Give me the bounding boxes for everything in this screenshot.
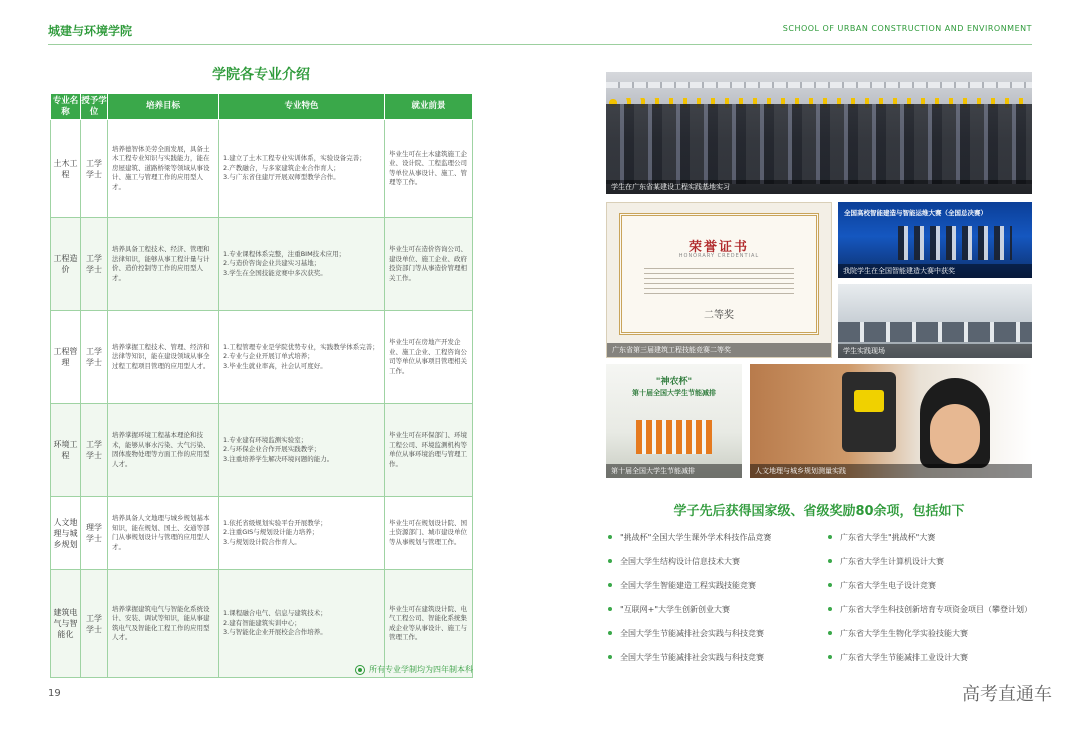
award-text: "挑战杯"全国大学生课外学术科技作品竞赛 bbox=[620, 532, 772, 542]
award-text: 全国大学生节能减排社会实践与科技竞赛 bbox=[620, 652, 764, 662]
bullet-icon bbox=[828, 559, 832, 563]
photo-honor-certificate bbox=[606, 202, 832, 358]
majors-table bbox=[50, 93, 473, 678]
major-goal: 培养掌握建筑电气与智能化系统设计、安装、调试等知识，能从事建筑电气及智能化工程工作的应用型人才。 bbox=[108, 570, 219, 678]
bullet-icon bbox=[608, 655, 612, 659]
list-item bbox=[828, 650, 1032, 664]
major-feature: 1.依托省级规划实验平台开展教学； 2.注重GIS与规划设计能力培养； 3.与规划设计院合作育人。 bbox=[219, 497, 385, 570]
list-item bbox=[608, 578, 828, 592]
bullet-circle-icon bbox=[355, 665, 365, 675]
header-training-goal: 培养目标 bbox=[108, 94, 219, 120]
major-degree: 理学学士 bbox=[81, 497, 108, 570]
major-degree: 工学学士 bbox=[81, 311, 108, 404]
surveying-instrument-icon bbox=[842, 372, 896, 452]
photo-surveying-practice bbox=[750, 364, 1032, 478]
table-footnote bbox=[355, 664, 473, 675]
bullet-icon bbox=[608, 535, 612, 539]
awards-title: 学子先后获得国家级、省级奖励80余项，包括如下 bbox=[673, 504, 965, 519]
major-career: 毕业生可在规划设计院、国土资源部门、城市建设单位等从事规划与管理工作。 bbox=[385, 497, 473, 570]
bullet-icon bbox=[828, 655, 832, 659]
award-text: 广东省大学生节能减排工业设计大赛 bbox=[840, 652, 968, 662]
bullet-icon bbox=[608, 559, 612, 563]
major-feature: 1.专业课程体系完整，注重BIM技术应用； 2.与造价咨询企业共建实习基地； 3.学生在全国技能竞赛中多次获奖。 bbox=[219, 218, 385, 311]
bullet-icon bbox=[828, 535, 832, 539]
bullet-icon bbox=[608, 607, 612, 611]
award-text: 广东省大学生"挑战杯"大赛 bbox=[840, 532, 936, 542]
list-item bbox=[828, 626, 1032, 640]
page-number: 19 bbox=[48, 688, 61, 699]
stage-banner-text: 全国高校智能建造与智能运维大赛（全国总决赛） bbox=[844, 209, 987, 217]
major-career: 毕业生可在建筑设计院、电气工程公司、智能化系统集成企业等从事设计、施工与管理工作。 bbox=[385, 570, 473, 678]
table-row bbox=[51, 311, 473, 404]
major-goal: 培养掌握环境工程基本理论和技术，能够从事水污染、大气污染、固体废物处理等方面工作的应用型人才。 bbox=[108, 404, 219, 497]
table-header-row bbox=[51, 94, 473, 120]
bullet-icon bbox=[608, 631, 612, 635]
major-career: 毕业生可在造价咨询公司、建设单位、施工企业、政府投资部门等从事造价管理相关工作。 bbox=[385, 218, 473, 311]
bullet-icon bbox=[828, 631, 832, 635]
table-row bbox=[51, 404, 473, 497]
photo-caption: 我院学生在全国智能建造大赛中获奖 bbox=[838, 264, 1032, 278]
photo-caption: 学生在广东省某建设工程实践基地实习 bbox=[606, 180, 1032, 194]
table-row bbox=[51, 570, 473, 678]
header-career-prospect: 就业前景 bbox=[385, 94, 473, 120]
table-row bbox=[51, 497, 473, 570]
contest-name: "神农杯" bbox=[655, 377, 693, 387]
major-goal: 培养掌握工程技术、管理、经济和法律等知识，能在建设领域从事全过程工程项目管理的应用型人才。 bbox=[108, 311, 219, 404]
list-item bbox=[608, 602, 828, 616]
major-degree: 工学学士 bbox=[81, 570, 108, 678]
school-title: 城建与环境学院 bbox=[48, 24, 133, 38]
major-name: 工程管理 bbox=[51, 311, 81, 404]
certificate-subtitle: HONORARY CREDENTIAL bbox=[678, 253, 760, 259]
header-major-feature: 专业特色 bbox=[219, 94, 385, 120]
major-name: 建筑电气与智能化 bbox=[51, 570, 81, 678]
header-major-name: 专业名称 bbox=[51, 94, 81, 120]
photo-energy-saving-contest bbox=[606, 364, 742, 478]
photo-student-practice bbox=[838, 284, 1032, 358]
major-feature: 1.建立了土木工程专业实训体系，实验设备完善； 2.产教融合，与多家建筑企业合作育人； 3.与广东省住建厅开展双师型教学合作。 bbox=[219, 120, 385, 218]
list-item bbox=[608, 530, 828, 544]
awards-list bbox=[608, 530, 1032, 664]
major-feature: 1.工程管理专业是学院优势专业，实践教学体系完善； 2.专业与企业开展订单式培养； 3.毕业生就业率高，社会认可度好。 bbox=[219, 311, 385, 404]
list-item bbox=[608, 554, 828, 568]
certificate-frame bbox=[619, 213, 819, 335]
certificate-title: 荣誉证书 bbox=[688, 240, 749, 255]
bullet-icon bbox=[828, 583, 832, 587]
award-text: 广东省大学生计算机设计大赛 bbox=[840, 556, 944, 566]
award-text: "互联网+"大学生创新创业大赛 bbox=[620, 604, 731, 614]
major-name: 环境工程 bbox=[51, 404, 81, 497]
list-item bbox=[608, 626, 828, 640]
major-degree: 工学学士 bbox=[81, 404, 108, 497]
watermark: 高考直通车 bbox=[962, 684, 1052, 705]
major-career: 毕业生可在房地产开发企业、施工企业、工程咨询公司等单位从事项目管理相关工作。 bbox=[385, 311, 473, 404]
bullet-icon bbox=[608, 583, 612, 587]
certificate-award: 二等奖 bbox=[704, 310, 734, 321]
major-career: 毕业生可在土木建筑施工企业、设计院、工程监理公司等单位从事设计、施工、管理等工作。 bbox=[385, 120, 473, 218]
photo-caption: 人文地理与城乡规划测量实践 bbox=[750, 464, 1032, 478]
photo-caption: 学生实践现场 bbox=[838, 344, 1032, 358]
major-career: 毕业生可在环保部门、环境工程公司、环境监测机构等单位从事环境治理与管理工作。 bbox=[385, 404, 473, 497]
award-text: 全国大学生智能建造工程实践技能竞赛 bbox=[620, 580, 756, 590]
table-row bbox=[51, 120, 473, 218]
award-text: 广东省大学生科技创新培育专项资金项目（攀登计划） bbox=[840, 604, 1032, 614]
school-english-title: SCHOOL OF URBAN CONSTRUCTION AND ENVIRONMENT bbox=[782, 24, 1032, 33]
major-name: 人文地理与城乡规划 bbox=[51, 497, 81, 570]
table-row bbox=[51, 218, 473, 311]
footnote-text: 所有专业学制均为四年制本科 bbox=[369, 665, 473, 674]
contest-title: 第十届全国大学生节能减排 bbox=[632, 389, 716, 397]
photo-construction-site-group bbox=[606, 72, 1032, 194]
major-feature: 1.课程融合电气、信息与建筑技术； 2.建有智能建筑实训中心； 3.与智能化企业开展校企合作培养。 bbox=[219, 570, 385, 678]
photo-caption: 第十届全国大学生节能减排 bbox=[606, 464, 742, 478]
major-feature: 1.专业建有环境监测实验室； 2.与环保企业合作开展实践教学； 3.注重培养学生解决环境问题的能力。 bbox=[219, 404, 385, 497]
bullet-icon bbox=[828, 607, 832, 611]
header-divider bbox=[48, 44, 1032, 45]
header-degree: 授予学位 bbox=[81, 94, 108, 120]
list-item bbox=[828, 578, 1032, 592]
award-text: 广东省大学生生物化学实验技能大赛 bbox=[840, 628, 968, 638]
list-item bbox=[828, 554, 1032, 568]
major-goal: 培养具备工程技术、经济、管理和法律知识，能够从事工程计量与计价、造价控制等工作的应用型人才。 bbox=[108, 218, 219, 311]
award-text: 全国大学生结构设计信息技术大赛 bbox=[620, 556, 740, 566]
major-name: 工程造价 bbox=[51, 218, 81, 311]
major-goal: 培养德智体美劳全面发展，具备土木工程专业知识与实践能力，能在房屋建筑、道路桥梁等领域从事设计、施工与管理工作的应用型人才。 bbox=[108, 120, 219, 218]
award-text: 全国大学生节能减排社会实践与科技竞赛 bbox=[620, 628, 764, 638]
list-item bbox=[608, 650, 828, 664]
major-degree: 工学学士 bbox=[81, 120, 108, 218]
award-text: 广东省大学生电子设计竞赛 bbox=[840, 580, 936, 590]
list-item bbox=[828, 530, 1032, 544]
major-degree: 工学学士 bbox=[81, 218, 108, 311]
majors-section-title: 学院各专业介绍 bbox=[212, 67, 310, 83]
list-item bbox=[828, 602, 1032, 616]
photo-caption: 广东省第三届建筑工程技能竞赛二等奖 bbox=[607, 343, 831, 357]
major-goal: 培养具备人文地理与城乡规划基本知识，能在规划、国土、交通等部门从事规划设计与管理的应用型人才。 bbox=[108, 497, 219, 570]
photo-competition-stage bbox=[838, 202, 1032, 278]
major-name: 土木工程 bbox=[51, 120, 81, 218]
